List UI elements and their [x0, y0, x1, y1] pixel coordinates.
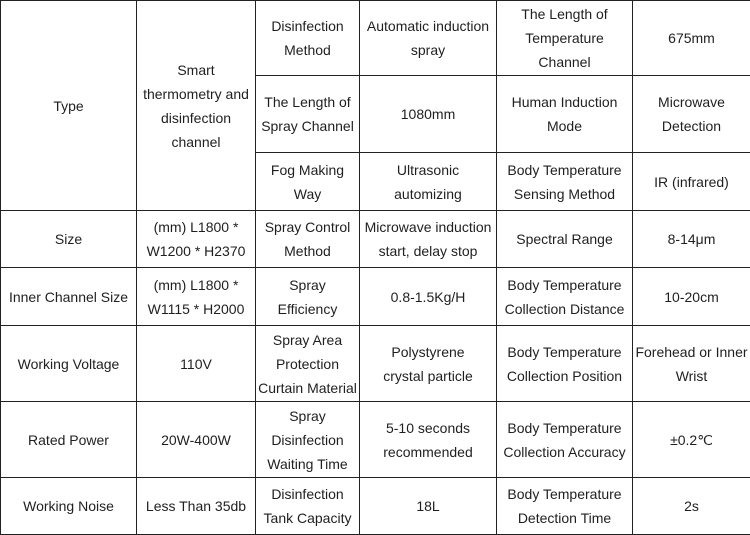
spec-key: Body Temperature Detection Time [497, 478, 633, 535]
spec-value: (mm) L1800 * W1115 * H2000 [137, 268, 256, 326]
row-label-type: Type [1, 1, 137, 211]
row-label-working-voltage: Working Voltage [1, 326, 137, 402]
spec-key: Disinfection Tank Capacity [256, 478, 360, 535]
table-row [1, 1, 750, 76]
row-label-rated-power: Rated Power [1, 402, 137, 478]
spec-value: 5-10 seconds recommended [360, 402, 497, 478]
spec-value: Microwave Detection [633, 76, 750, 153]
table-row [1, 211, 750, 268]
spec-value: 8-14μm [633, 211, 750, 268]
table-row [1, 268, 750, 326]
spec-key: Spray Control Method [256, 211, 360, 268]
spec-value: (mm) L1800 * W1200 * H2370 [137, 211, 256, 268]
spec-value: 10-20cm [633, 268, 750, 326]
spec-key: The Length of Temperature Channel [497, 1, 633, 76]
type-value: Smart thermometry and disinfection channel [137, 1, 256, 211]
spec-key: Body Temperature Sensing Method [497, 153, 633, 211]
spec-key: Spray Area Protection Curtain Material [256, 326, 360, 402]
table-row [1, 478, 750, 535]
spec-key: Human Induction Mode [497, 76, 633, 153]
spec-key: Body Temperature Collection Accuracy [497, 402, 633, 478]
spec-key: Body Temperature Collection Distance [497, 268, 633, 326]
spec-value: Less Than 35db [137, 478, 256, 535]
spec-value: ±0.2℃ [633, 402, 750, 478]
spec-key: Spectral Range [497, 211, 633, 268]
spec-key: The Length of Spray Channel [256, 76, 360, 153]
table-row [1, 326, 750, 402]
spec-value: Ultrasonic automizing [360, 153, 497, 211]
spec-value: 0.8-1.5Kg/H [360, 268, 497, 326]
spec-value: Forehead or Inner Wrist [633, 326, 750, 402]
spec-key: Body Temperature Collection Position [497, 326, 633, 402]
row-label-size: Size [1, 211, 137, 268]
spec-key: Spray Disinfection Waiting Time [256, 402, 360, 478]
table-row [1, 402, 750, 478]
spec-key: Fog Making Way [256, 153, 360, 211]
spec-value: 110V [137, 326, 256, 402]
spec-value: Automatic induction spray [360, 1, 497, 76]
spec-value: 18L [360, 478, 497, 535]
spec-value: 20W-400W [137, 402, 256, 478]
spec-key: Disinfection Method [256, 1, 360, 76]
spec-key: Spray Efficiency [256, 268, 360, 326]
spec-value: Microwave induction start, delay stop [360, 211, 497, 268]
spec-value: 1080mm [360, 76, 497, 153]
row-label-inner-channel-size: Inner Channel Size [1, 268, 137, 326]
spec-value: 2s [633, 478, 750, 535]
row-label-working-noise: Working Noise [1, 478, 137, 535]
spec-value: 675mm [633, 1, 750, 76]
spec-value: Polystyrene crystal particle [360, 326, 497, 402]
spec-value: IR (infrared) [633, 153, 750, 211]
